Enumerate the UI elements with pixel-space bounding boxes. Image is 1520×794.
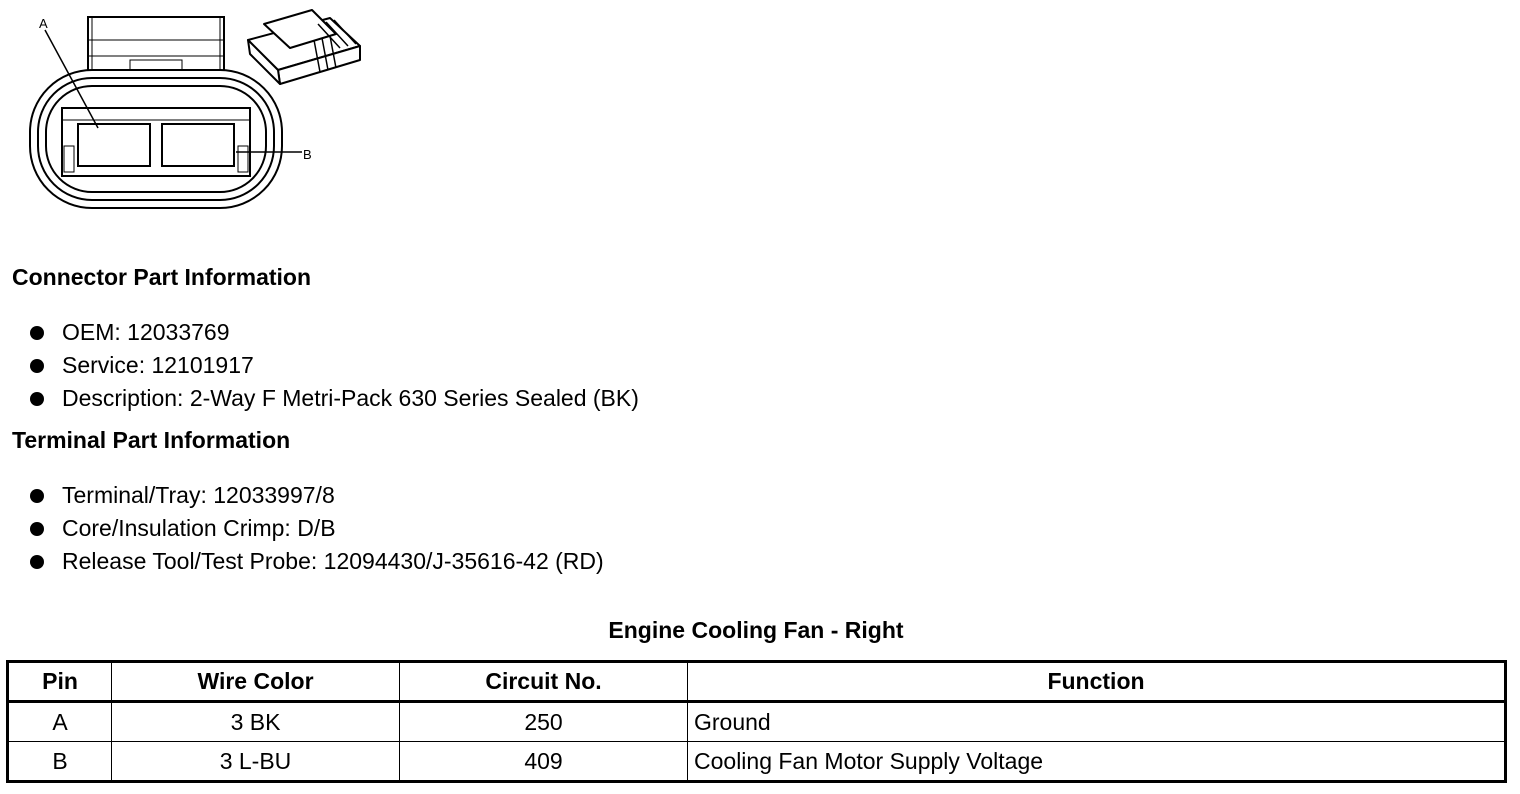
list-item [30, 349, 639, 382]
service-part-text: Service: 12101917 [62, 352, 254, 378]
pinout-table [6, 660, 1507, 783]
column-header-pin: Pin [8, 662, 112, 702]
crimp-text: Core/Insulation Crimp: D/B [62, 515, 336, 541]
table-row [8, 742, 1506, 782]
bullet-icon [30, 522, 44, 536]
bullet-icon [30, 555, 44, 569]
pin-cell: B [8, 742, 112, 782]
list-item [30, 382, 639, 415]
terminal-info-list [30, 479, 604, 578]
table-title: Engine Cooling Fan - Right [608, 617, 904, 643]
table-header-row [8, 662, 1506, 702]
function-cell: Cooling Fan Motor Supply Voltage [688, 742, 1506, 782]
release-tool-text: Release Tool/Test Probe: 12094430/J-35616-42 (RD) [62, 548, 604, 574]
column-header-circuit-no: Circuit No. [400, 662, 688, 702]
column-header-function: Function [688, 662, 1506, 702]
wire-color-cell: 3 BK [112, 702, 400, 742]
connector-info-list [30, 316, 639, 415]
pin-cell: A [8, 702, 112, 742]
list-item [30, 316, 639, 349]
list-item [30, 479, 604, 512]
bullet-icon [30, 359, 44, 373]
terminal-section-title: Terminal Part Information [12, 427, 291, 453]
function-cell: Ground [688, 702, 1506, 742]
bullet-icon [30, 326, 44, 340]
circuit-no-cell: 250 [400, 702, 688, 742]
wire-color-cell: 3 L-BU [112, 742, 400, 782]
bullet-icon [30, 392, 44, 406]
pin-a-label: A [39, 16, 48, 31]
pin-b-label: B [303, 147, 312, 162]
terminal-tray-text: Terminal/Tray: 12033997/8 [62, 482, 335, 508]
column-header-wire-color: Wire Color [112, 662, 400, 702]
oem-part-text: OEM: 12033769 [62, 319, 230, 345]
table-row [8, 702, 1506, 742]
list-item [30, 512, 604, 545]
bullet-icon [30, 489, 44, 503]
list-item [30, 545, 604, 578]
connector-section-title: Connector Part Information [12, 264, 312, 290]
circuit-no-cell: 409 [400, 742, 688, 782]
description-text: Description: 2-Way F Metri-Pack 630 Series Sealed (BK) [62, 385, 639, 411]
connector-diagram [0, 0, 380, 220]
